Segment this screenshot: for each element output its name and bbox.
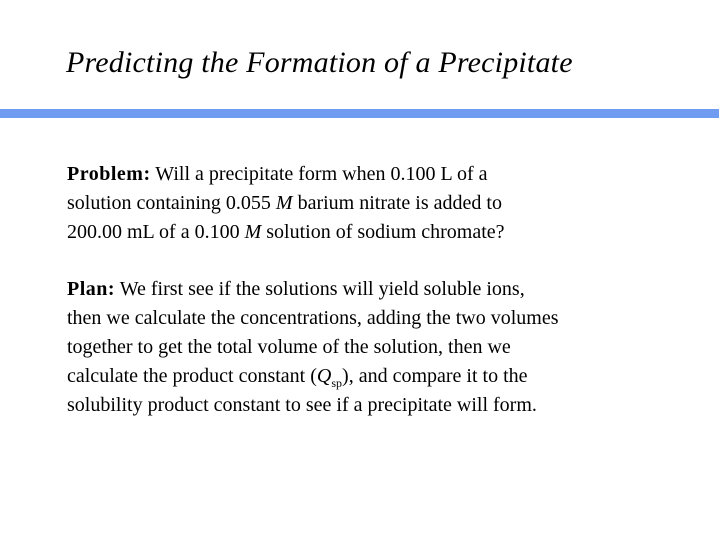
qsp-subscript: sp	[331, 376, 343, 390]
slide-title: Predicting the Formation of a Precipitate	[66, 46, 573, 79]
problem-line-3	[67, 218, 687, 247]
title-divider	[0, 109, 719, 118]
problem-text-3c: solution of sodium chromate?	[261, 221, 505, 243]
problem-text-1: Will a precipitate form when 0.100 L of a	[150, 163, 488, 185]
plan-text-1: We first see if the solutions will yield soluble ions,	[115, 278, 525, 300]
problem-line-1	[67, 160, 687, 189]
plan-label: Plan:	[67, 278, 116, 300]
plan-line-4	[67, 362, 687, 391]
plan-paragraph	[67, 275, 687, 420]
problem-text-2a: solution containing 0.055	[67, 192, 276, 214]
molarity-unit: M	[275, 192, 293, 214]
problem-label: Problem:	[67, 163, 151, 185]
problem-paragraph	[67, 160, 687, 247]
problem-text-3a: 200.00 mL of a 0.100	[67, 221, 245, 243]
plan-text-4b: ), and compare it to the	[342, 365, 528, 387]
plan-text-4a: calculate the product constant (	[67, 365, 317, 387]
plan-line-1	[67, 275, 687, 304]
qsp-symbol: Q	[316, 365, 332, 387]
plan-line-3: together to get the total volume of the solution, then we	[67, 336, 511, 358]
problem-line-2	[67, 189, 687, 218]
problem-text-2c: barium nitrate is added to	[292, 192, 502, 214]
plan-line-2: then we calculate the concentrations, adding the two volumes	[67, 307, 559, 329]
plan-line-5: solubility product constant to see if a precipitate will form.	[67, 394, 537, 416]
molarity-unit: M	[244, 221, 262, 243]
